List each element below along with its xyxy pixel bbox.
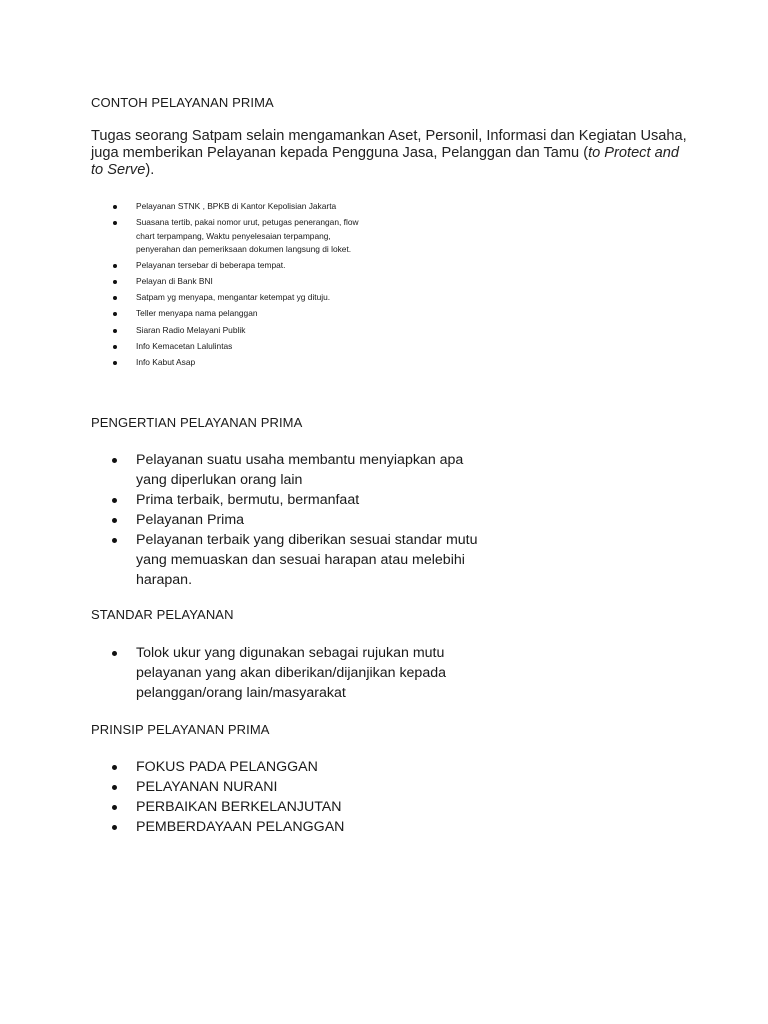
intro-italic-text: to Protect and to Serve bbox=[91, 145, 679, 178]
list-item-text: Info Kemacetan Lalulintas bbox=[136, 340, 233, 351]
list-item bbox=[112, 757, 492, 777]
list-item bbox=[113, 340, 373, 354]
bullet-icon bbox=[112, 651, 117, 656]
bullet-icon bbox=[113, 329, 117, 333]
list-item-text: Pelayanan Prima bbox=[136, 512, 245, 528]
bullet-icon bbox=[113, 361, 117, 365]
list-item-text: PEMBERDAYAAN PELANGGAN bbox=[136, 819, 345, 835]
list-item bbox=[112, 510, 482, 530]
pengertian-list bbox=[112, 450, 482, 590]
list-item bbox=[112, 530, 482, 590]
bullet-icon bbox=[113, 221, 117, 225]
bullet-icon bbox=[113, 264, 117, 268]
bullet-icon bbox=[112, 518, 117, 523]
list-item-text: Pelayanan terbaik yang diberikan sesuai standar mutu yang memuaskan dan sesuai harapan atau melebihi harapan. bbox=[136, 532, 478, 588]
list-item bbox=[112, 643, 462, 703]
list-item-text: Suasana tertib, pakai nomor urut, petugas penerangan, flow chart terpampang, Waktu penyelesaian terpampang, penyerahan dan pemeriksaan dokumen langsung di loket. bbox=[136, 217, 359, 255]
list-item-text: PERBAIKAN BERKELANJUTAN bbox=[136, 799, 342, 815]
prinsip-list bbox=[112, 757, 492, 837]
bullet-icon bbox=[112, 498, 117, 503]
heading-standar-pelayanan: STANDAR PELAYANAN bbox=[91, 607, 234, 622]
bullet-icon bbox=[113, 205, 117, 209]
list-item-text: Pelayanan STNK , BPKB di Kantor Kepolisian Jakarta bbox=[136, 201, 337, 211]
list-item-text: Pelayanan suatu usaha membantu menyiapkan apa yang diperlukan orang lain bbox=[136, 452, 464, 488]
bullet-icon bbox=[112, 785, 117, 790]
bullet-icon bbox=[112, 805, 117, 810]
bullet-icon bbox=[112, 765, 117, 770]
list-item bbox=[113, 259, 373, 273]
list-item bbox=[112, 777, 492, 797]
list-item-text: Tolok ukur yang digunakan sebagai rujukan mutu pelayanan yang akan diberikan/dijanjikan kepada pelanggan/orang lain/masyarakat bbox=[136, 645, 446, 701]
list-item-text: Prima terbaik, bermutu, bermanfaat bbox=[136, 492, 360, 508]
bullet-icon bbox=[112, 458, 117, 463]
heading-prinsip-pelayanan-prima: PRINSIP PELAYANAN PRIMA bbox=[91, 722, 270, 737]
list-item-text: Teller menyapa nama pelanggan bbox=[136, 308, 258, 319]
list-item bbox=[113, 200, 373, 214]
list-item-text: Pelayanan tersebar di beberapa tempat. bbox=[136, 260, 286, 271]
list-item-text: Pelayan di Bank BNI bbox=[136, 276, 213, 287]
list-item bbox=[112, 797, 492, 817]
list-item bbox=[113, 291, 373, 305]
bullet-icon bbox=[113, 312, 117, 316]
contoh-list bbox=[113, 200, 373, 372]
heading-contoh-pelayanan-prima: CONTOH PELAYANAN PRIMA bbox=[91, 95, 274, 110]
intro-paragraph bbox=[91, 128, 691, 179]
list-item bbox=[113, 275, 373, 289]
list-item bbox=[112, 490, 482, 510]
list-item bbox=[113, 307, 373, 321]
list-item-text: PELAYANAN NURANI bbox=[136, 779, 278, 795]
bullet-icon bbox=[113, 296, 117, 300]
standar-list bbox=[112, 643, 462, 703]
list-item-text: Siaran Radio Melayani Publik bbox=[136, 324, 246, 335]
list-item bbox=[112, 817, 492, 837]
intro-end-text: ). bbox=[145, 162, 155, 178]
list-item bbox=[112, 450, 482, 490]
heading-pengertian-pelayanan-prima: PENGERTIAN PELAYANAN PRIMA bbox=[91, 415, 303, 430]
bullet-icon bbox=[113, 280, 117, 284]
bullet-icon bbox=[112, 538, 117, 543]
list-item-text: Info Kabut Asap bbox=[136, 356, 196, 367]
intro-main-text: Tugas seorang Satpam selain mengamankan Aset, Personil, Informasi dan Kegiatan Usaha, juga memberikan Pelayanan kepada Pengguna Jasa, Pelanggan dan Tamu ( bbox=[91, 128, 687, 161]
bullet-icon bbox=[113, 345, 117, 349]
list-item-text: Satpam yg menyapa, mengantar ketempat yg dituju. bbox=[136, 292, 331, 303]
list-item-text: FOKUS PADA PELANGGAN bbox=[136, 759, 318, 775]
list-item bbox=[113, 324, 373, 338]
list-item bbox=[113, 216, 373, 257]
bullet-icon bbox=[112, 825, 117, 830]
list-item bbox=[113, 356, 373, 370]
